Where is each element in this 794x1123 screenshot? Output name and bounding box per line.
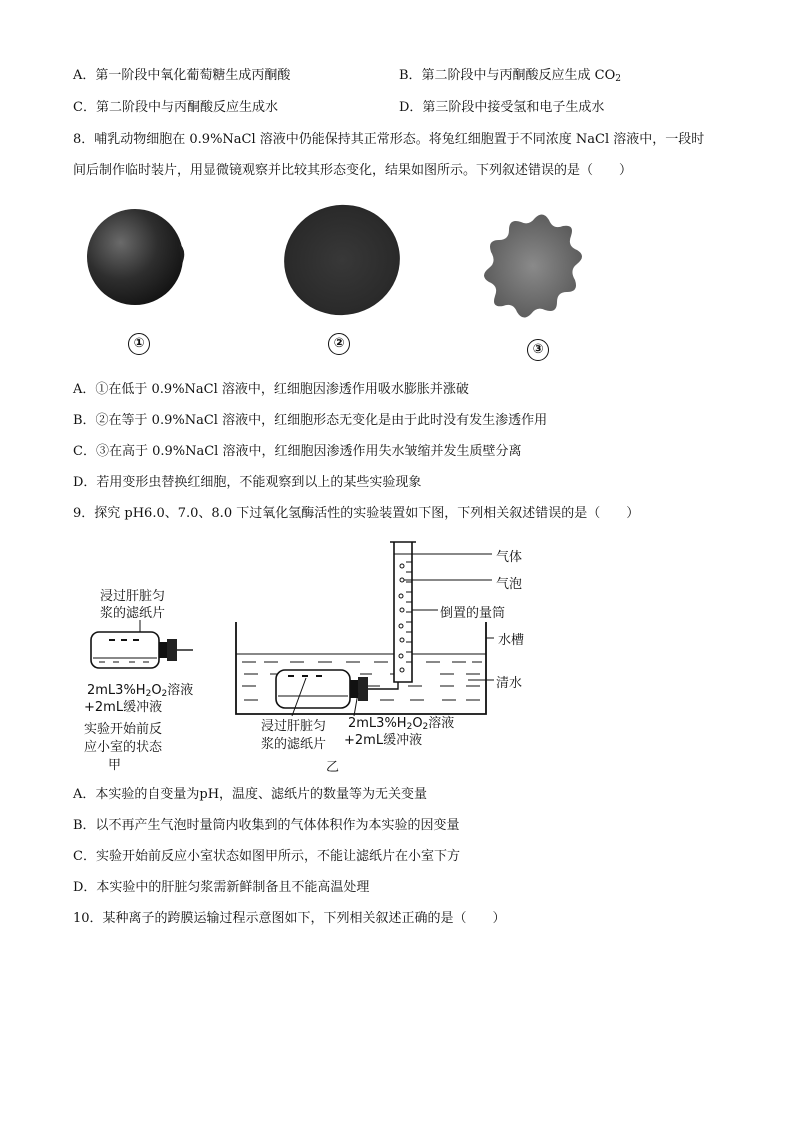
yi-apparatus-diagram (230, 538, 500, 718)
q7-option-c: C．第二阶段中与丙酮酸反应生成水 (73, 100, 278, 115)
q8-option-a: A．①在低于 0.9%NaCl 溶液中，红细胞因渗透作用吸水膨胀并涨破 (73, 382, 469, 397)
q7-option-b: B．第二阶段中与丙酮酸反应生成 $CO_2$ (399, 68, 622, 84)
jia-label-top2: 浆的滤纸片 (100, 606, 166, 621)
jia-solution1: $2mL3\%H_2O_2$溶液 (87, 683, 194, 699)
q8-option-c: C．③在高于 0.9%NaCl 溶液中，红细胞因渗透作用失水皱缩并发生质壁分离 (73, 444, 522, 459)
jia-chamber-diagram (85, 620, 200, 680)
jia-solution2: +2mL缓冲液 (84, 700, 163, 715)
q7-option-d: D．第三阶段中接受氢和电子生成水 (399, 100, 605, 115)
cell-swollen (87, 209, 183, 305)
yi-solution1: $2mL3\%H_2O_2$溶液 (348, 716, 455, 732)
q8-stem-line1: 8．哺乳动物细胞在 0.9%NaCl 溶液中仍能保持其正常形态。将兔红细胞置于不同浓度 NaCl 溶液中，一段时 (73, 132, 705, 147)
q10-stem: 10．某种离子的跨膜运输过程示意图如下，下列相关叙述正确的是（ ） (73, 911, 506, 926)
yi-label-tank: 水槽 (498, 633, 525, 648)
cell-crenated (484, 214, 582, 317)
fig-label-1: ① (128, 333, 150, 355)
yi-caption: 乙 (326, 760, 340, 775)
q9-stem: 9．探究 pH6.0、7.0、8.0 下过氧化氢酶活性的实验装置如下图，下列相关叙述错误的是（ ） (73, 506, 640, 521)
q9-option-c: C．实验开始前反应小室状态如图甲所示，不能让滤纸片在小室下方 (73, 849, 460, 864)
q9-option-d: D．本实验中的肝脏匀浆需新鲜制备且不能高温处理 (73, 880, 370, 895)
yi-label-bubble: 气泡 (496, 577, 523, 592)
jia-label-top1: 浸过肝脏匀 (100, 589, 166, 604)
q9-option-b: B．以不再产生气泡时量筒内收集到的气体体积作为本实验的因变量 (73, 818, 460, 833)
q8-option-b: B．②在等于 0.9%NaCl 溶液中，红细胞形态无变化是由于此时没有发生渗透作用 (73, 413, 548, 428)
yi-label-cylinder: 倒置的量筒 (440, 606, 506, 621)
q8-stem-line2: 间后制作临时装片，用显微镜观察并比较其形态变化，结果如图所示。下列叙述错误的是（ ） (73, 163, 633, 178)
yi-label-gas: 气体 (496, 550, 523, 565)
jia-caption2: 应小室的状态 (84, 740, 163, 755)
q7-option-a: A．第一阶段中氧化葡萄糖生成丙酮酸 (73, 68, 291, 83)
cell-normal (274, 200, 410, 326)
q9-option-a: A．本实验的自变量为pH，温度、滤纸片的数量等为无关变量 (73, 787, 428, 802)
yi-label-paper2: 浆的滤纸片 (261, 737, 327, 752)
fig-label-2: ② (328, 333, 350, 355)
jia-caption3: 甲 (108, 758, 122, 773)
q8-option-d: D．若用变形虫替换红细胞，不能观察到以上的某些实验现象 (73, 475, 422, 490)
yi-label-paper1: 浸过肝脏匀 (261, 719, 327, 734)
jia-caption1: 实验开始前反 (84, 722, 163, 737)
fig-label-3: ③ (527, 339, 549, 361)
yi-solution2: +2mL缓冲液 (344, 733, 423, 748)
yi-label-water: 清水 (496, 676, 523, 691)
